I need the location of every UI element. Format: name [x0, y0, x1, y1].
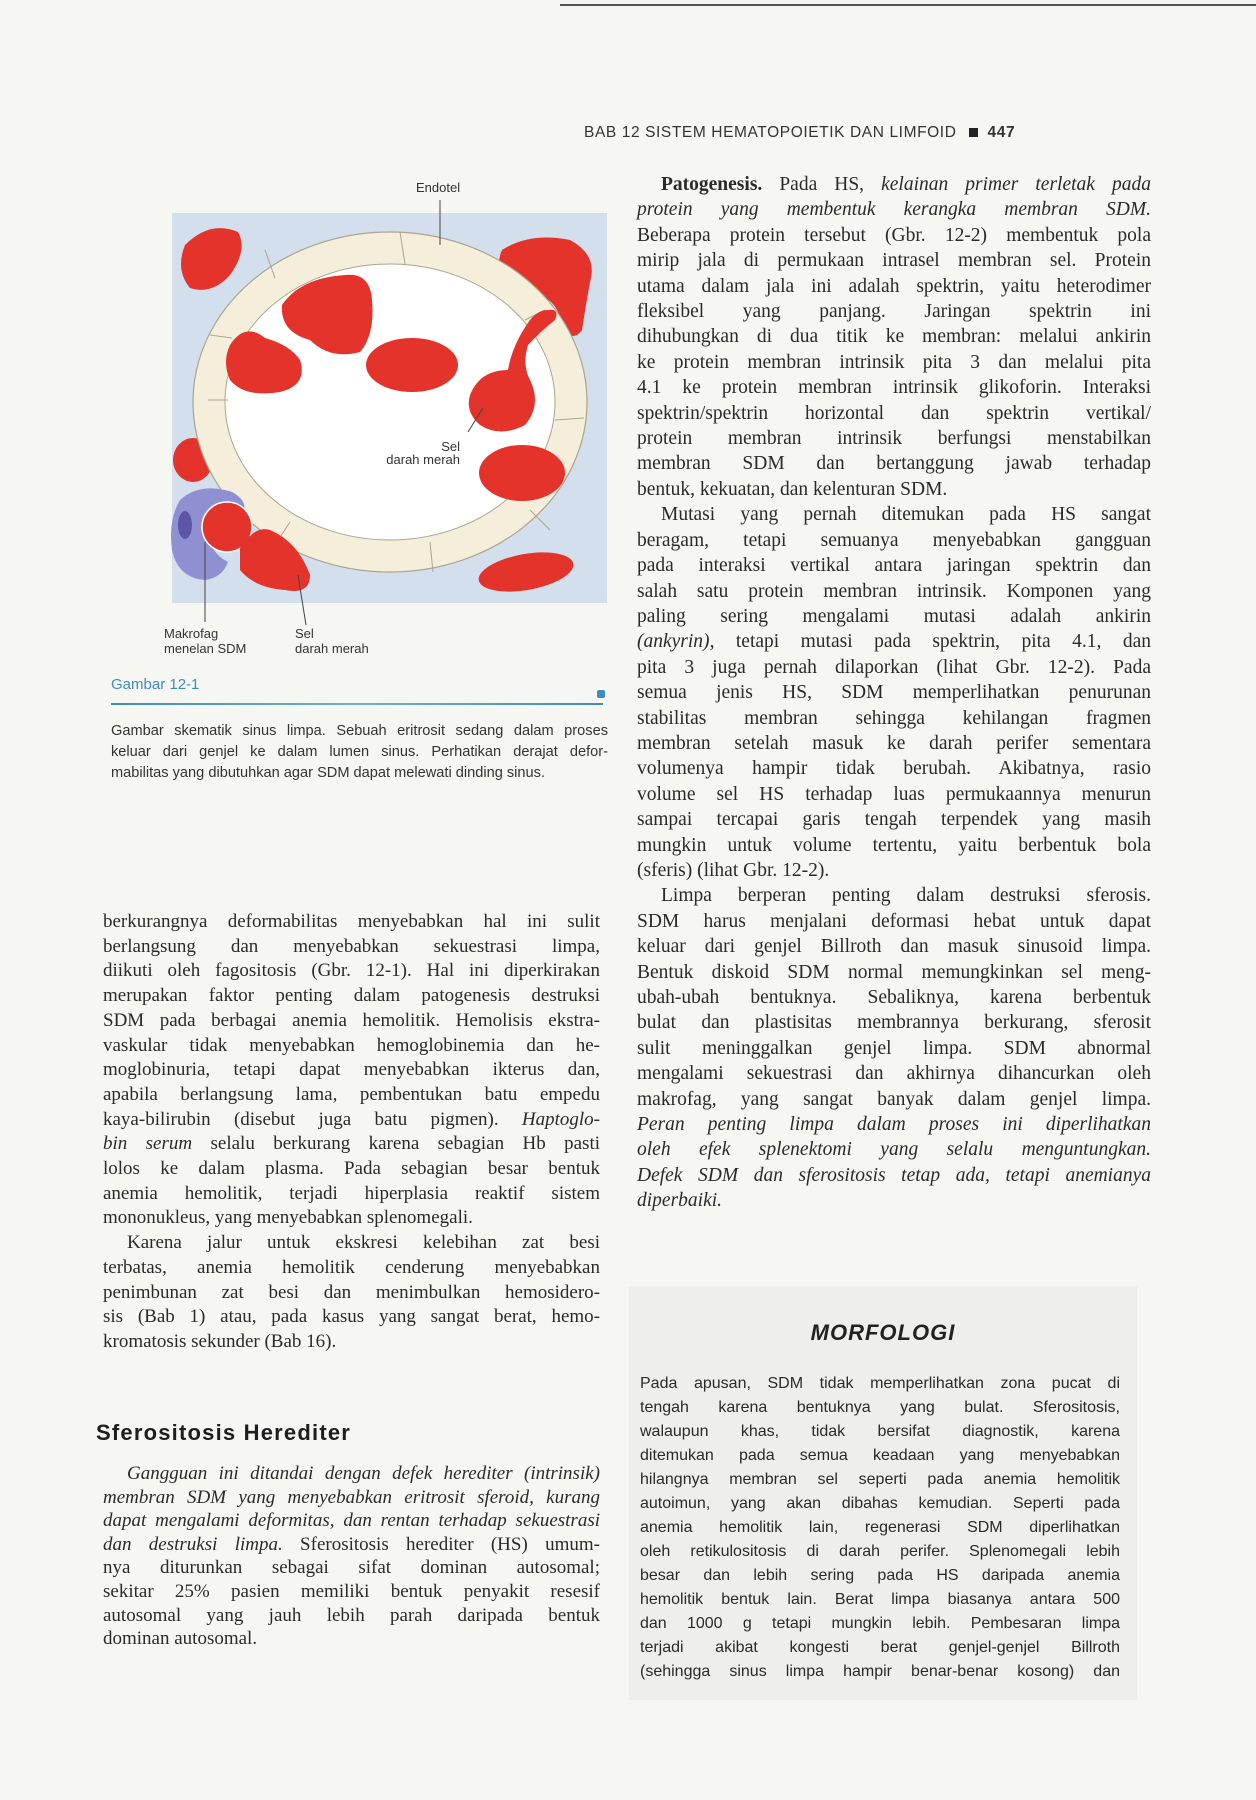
text-line: keluar dari genjel Billroth dan masuk sinusoid limpa.	[637, 936, 1151, 958]
text-line: Limpa berperan penting dalam destruksi sferosis.	[661, 885, 1151, 907]
text-line: semua jenis HS, SDM memperlihatkan penurunan	[637, 682, 1151, 704]
section-heading: Sferositosis Herediter	[96, 1420, 352, 1445]
text-line	[637, 197, 1151, 222]
paragraph	[103, 1231, 600, 1355]
text-line: nya diturunkan sebagai sifat dominan autosomal;	[103, 1557, 600, 1579]
text-line: berkurangnya deformabilitas menyebabkan hal ini sulit	[103, 911, 600, 932]
macrophage-nucleus	[178, 511, 192, 539]
text-line: penimbunan zat besi dan menimbulkan hemosidero-	[103, 1281, 600, 1303]
text-line: besar dan lebih sering pada HS daripada anemia	[640, 1567, 1120, 1584]
text-line: Pada apusan, SDM tidak memperlihatkan zona pucat di	[640, 1375, 1120, 1392]
figure-caption-title: Gambar 12-1	[111, 676, 200, 693]
text-segment: , tetapi mutasi pada spektrin, pita 4.1, dan	[709, 631, 1151, 653]
morfologi-title: MORFOLOGI	[810, 1320, 956, 1345]
text-line: Beberapa protein tersebut (Gbr. 12-2) membentuk pola	[637, 224, 1151, 246]
figure-spleen-sinus-diagram	[150, 170, 610, 660]
italic-text: membran SDM yang menyebabkan eritrosit sferoid, kurang	[103, 1486, 600, 1508]
italic-text: (ankyrin)	[637, 631, 710, 653]
paragraph	[103, 910, 600, 1231]
text-line: protein membran intrinsik berfungsi menstabilkan	[637, 428, 1151, 450]
italic-text: diperbaiki.	[637, 1190, 723, 1212]
text-line	[637, 629, 1151, 654]
text-line	[103, 1132, 600, 1157]
text-line: SDM harus menjalani deformasi hebat untuk dapat	[637, 910, 1151, 932]
text-line: autosomal yang jauh lebih parah daripada bentuk	[103, 1604, 600, 1626]
text-line	[637, 1163, 1151, 1188]
text-line: ditemukan pada semua keadaan yang menyebabkan	[640, 1447, 1120, 1464]
text-line: mengalami sekuestrasi dan akhirnya dihancurkan oleh	[637, 1063, 1151, 1085]
text-line	[103, 1462, 600, 1486]
italic-text: dapat mengalami deformitas, dan rentan terhadap sekuestrasi	[103, 1510, 600, 1532]
text-line: autoimun, yang akan dibahas kemudian. Seperti pada	[640, 1495, 1120, 1512]
text-line: walaupun khas, tidak bersifat diagnostik, karena	[640, 1423, 1120, 1440]
text-segment: selalu berkurang karena sebagian Hb pasti	[192, 1133, 600, 1155]
text-line: beragam, tetapi semuanya menyebabkan gangguan	[637, 529, 1151, 551]
text-line: dan 1000 g tetapi mungkin lebih. Pembesaran limpa	[640, 1615, 1120, 1632]
text-line	[637, 1188, 1151, 1213]
paragraph	[637, 883, 1151, 1213]
left-column-text	[103, 910, 600, 1355]
text-line: mononukleus, yang menyebabkan splenomegali.	[103, 1207, 473, 1229]
label-macrophage-line2: menelan SDM	[164, 641, 247, 656]
text-line: sampai tercapai garis tengah terpendek yang masih	[637, 809, 1151, 831]
text-line	[103, 1509, 600, 1533]
caption-line: mabilitas yang dibutuhkan agar SDM dapat melewati dinding sinus.	[111, 765, 546, 781]
text-line: sulit meninggalkan genjel limpa. SDM abnormal	[637, 1037, 1151, 1059]
italic-text: oleh efek splenektomi yang selalu menguntungkan.	[637, 1139, 1151, 1161]
text-line: membran SDM dan bertanggung jawab terhadap	[637, 453, 1151, 475]
paragraph	[103, 1462, 600, 1651]
figure-caption-text	[111, 721, 608, 784]
text-line: membran setelah masuk ke darah perifer sementara	[637, 732, 1151, 754]
italic-text: Peran penting limpa dalam proses ini diperlihatkan	[637, 1114, 1151, 1136]
text-line	[103, 1533, 600, 1557]
bold-text: Patogenesis.	[661, 174, 763, 195]
label-endotel: Endotel	[416, 180, 461, 195]
morfologi-text	[640, 1372, 1120, 1684]
text-segment: Pada HS,	[762, 174, 882, 195]
italic-text: Haptoglo-	[521, 1108, 600, 1130]
italic-text: kelainan primer terletak pada	[881, 174, 1151, 195]
right-column-text	[637, 172, 1151, 1214]
text-line	[637, 1137, 1151, 1162]
text-line: makrofag, yang sangat banyak dalam genjel limpa.	[637, 1088, 1151, 1110]
caption-rule	[111, 703, 603, 705]
text-line: terbatas, anemia hemolitik cenderung menyebabkan	[103, 1256, 600, 1278]
caption-line: keluar dari genjel ke dalam lumen sinus. Perhatikan derajat defor-	[111, 744, 608, 760]
text-segment: kaya-bilirubin (disebut juga batu pigmen).	[103, 1108, 522, 1130]
caption-line: Gambar skematik sinus limpa. Sebuah eritrosit sedang dalam proses	[111, 723, 608, 739]
square-bullet-icon	[969, 128, 978, 137]
text-line: Mutasi yang pernah ditemukan pada HS sangat	[661, 504, 1151, 526]
text-line: dominan autosomal.	[103, 1628, 258, 1650]
text-line: salah satu protein membran intrinsik. Komponen yang	[637, 580, 1151, 602]
text-line: bulat dan plastisitas membrannya berkurang, sferosit	[637, 1012, 1151, 1034]
text-line: fleksibel yang panjang. Jaringan spektrin ini	[637, 301, 1151, 323]
text-line: sis (Bab 1) atau, pada kasus yang sangat berat, hemo-	[103, 1306, 600, 1328]
rbc-cell	[366, 338, 458, 392]
italic-text: Defek SDM dan sferositosis tetap ada, tetapi anemianya	[637, 1164, 1151, 1186]
paragraph	[640, 1372, 1120, 1684]
label-rbc-inside-line1: Sel	[441, 439, 460, 454]
text-line: ke protein membran intrinsik pita 3 dan melalui pita	[637, 351, 1151, 373]
section-intro-text	[103, 1462, 600, 1651]
text-line: Bentuk diskoid SDM normal memungkinkan sel meng-	[637, 961, 1151, 983]
text-line: lolos ke dalam plasma. Pada sebagian besar bentuk	[103, 1158, 600, 1180]
text-line: bentuk, kekuatan, dan kelenturan SDM.	[637, 478, 948, 500]
text-line: merupakan faktor penting dalam patogenesis destruksi	[103, 985, 600, 1007]
paragraph	[637, 172, 1151, 502]
text-line: hilangnya membran sel seperti pada anemia hemolitik	[640, 1471, 1120, 1488]
text-line: kromatosis sekunder (Bab 16).	[103, 1330, 337, 1352]
running-title: BAB 12 SISTEM HEMATOPOIETIK DAN LIMFOID	[584, 124, 957, 141]
text-line: 4.1 ke protein membran intrinsik glikoforin. Interaksi	[637, 377, 1151, 399]
label-rbc-outside-line2: darah merah	[295, 641, 369, 656]
text-line: vaskular tidak menyebabkan hemoglobinemia dan he-	[103, 1034, 600, 1056]
label-rbc-inside-line2: darah merah	[386, 452, 460, 467]
text-line: mungkin untuk volume tertentu, yaitu berbentuk bola	[637, 834, 1151, 856]
caption-marker-icon	[597, 690, 605, 698]
running-header	[584, 124, 1015, 142]
text-line: hemolitik bentuk lain. Berat limpa biasanya antara 500	[640, 1591, 1120, 1608]
text-line: anemia hemolitik, terjadi hiperplasia reaktif sistem	[103, 1182, 600, 1204]
scan-edge-line	[560, 4, 1256, 6]
text-line: paling sering mengalami mutasi adalah ankirin	[637, 605, 1151, 627]
italic-text: Gangguan ini ditandai dengan defek herediter (intrinsik)	[127, 1463, 600, 1484]
text-line	[103, 1108, 600, 1133]
text-line: SDM pada berbagai anemia hemolitik. Hemolisis ekstra-	[103, 1009, 600, 1031]
text-line: spektrin/spektrin horizontal dan spektrin vertikal/	[637, 402, 1151, 424]
page-number: 447	[987, 124, 1016, 141]
text-line: anemia hemolitik lain, regenerasi SDM diperlihatkan	[640, 1519, 1120, 1536]
text-line: (sehingga sinus limpa hampir benar-benar kosong) dan	[640, 1663, 1120, 1680]
text-line	[637, 172, 1151, 197]
label-rbc-outside-line1: Sel	[295, 626, 314, 641]
italic-text: protein yang membentuk kerangka membran SDM.	[637, 199, 1151, 221]
text-line: diikuti oleh fagositosis (Gbr. 12-1). Hal ini diperkirakan	[103, 960, 600, 982]
text-line: pita 3 juga pernah dilaporkan (lihat Gbr. 12-2). Pada	[637, 656, 1151, 678]
rbc-cell	[479, 445, 565, 501]
text-line: ubah-ubah bentuknya. Sebaliknya, karena berbentuk	[637, 987, 1151, 1008]
label-macrophage-line1: Makrofag	[164, 626, 219, 641]
text-line: sekitar 25% pasien memiliki bentuk penyakit resesif	[103, 1580, 600, 1602]
text-line: terjadi akibat kongesti berat genjel-genjel Billroth	[640, 1639, 1120, 1656]
text-line: dihubungkan di dua titik ke membran: melalui ankirin	[637, 326, 1151, 348]
italic-text: dan destruksi limpa.	[103, 1533, 283, 1555]
text-line	[103, 1486, 600, 1510]
text-line	[637, 1112, 1151, 1137]
text-segment: Sferositosis herediter (HS) umum-	[282, 1533, 600, 1555]
text-line: oleh retikulositosis di darah perifer. Splenomegali lebih	[640, 1543, 1120, 1560]
text-line: (sferis) (lihat Gbr. 12-2).	[637, 859, 830, 881]
text-line: volumenya hampir tidak berubah. Akibatnya, rasio	[637, 758, 1151, 780]
text-line: Karena jalur untuk ekskresi kelebihan zat besi	[127, 1232, 600, 1254]
text-line: tengah karena bentuknya yang bulat. Sferositosis,	[640, 1399, 1120, 1416]
text-line: stabilitas membran sehingga kehilangan fragmen	[637, 707, 1151, 729]
text-line: apabila berlangsung lama, pembentukan batu empedu	[103, 1083, 600, 1105]
text-line: mirip jala di permukaan intrasel membran sel. Protein	[637, 250, 1151, 272]
text-line: berlangsung dan menyebabkan sekuestrasi limpa,	[103, 935, 600, 957]
text-line: utama dalam jala ini adalah spektrin, yaitu heterodimer	[637, 275, 1151, 297]
paragraph	[637, 502, 1151, 883]
text-line: volume sel HS terhadap luas permukaannya menurun	[637, 783, 1151, 805]
italic-text: bin serum	[103, 1133, 193, 1155]
text-line: moglobinuria, tetapi dapat menyebabkan ikterus dan,	[103, 1059, 600, 1081]
text-line: pada interaksi vertikal antara jaringan spektrin dan	[637, 555, 1151, 577]
